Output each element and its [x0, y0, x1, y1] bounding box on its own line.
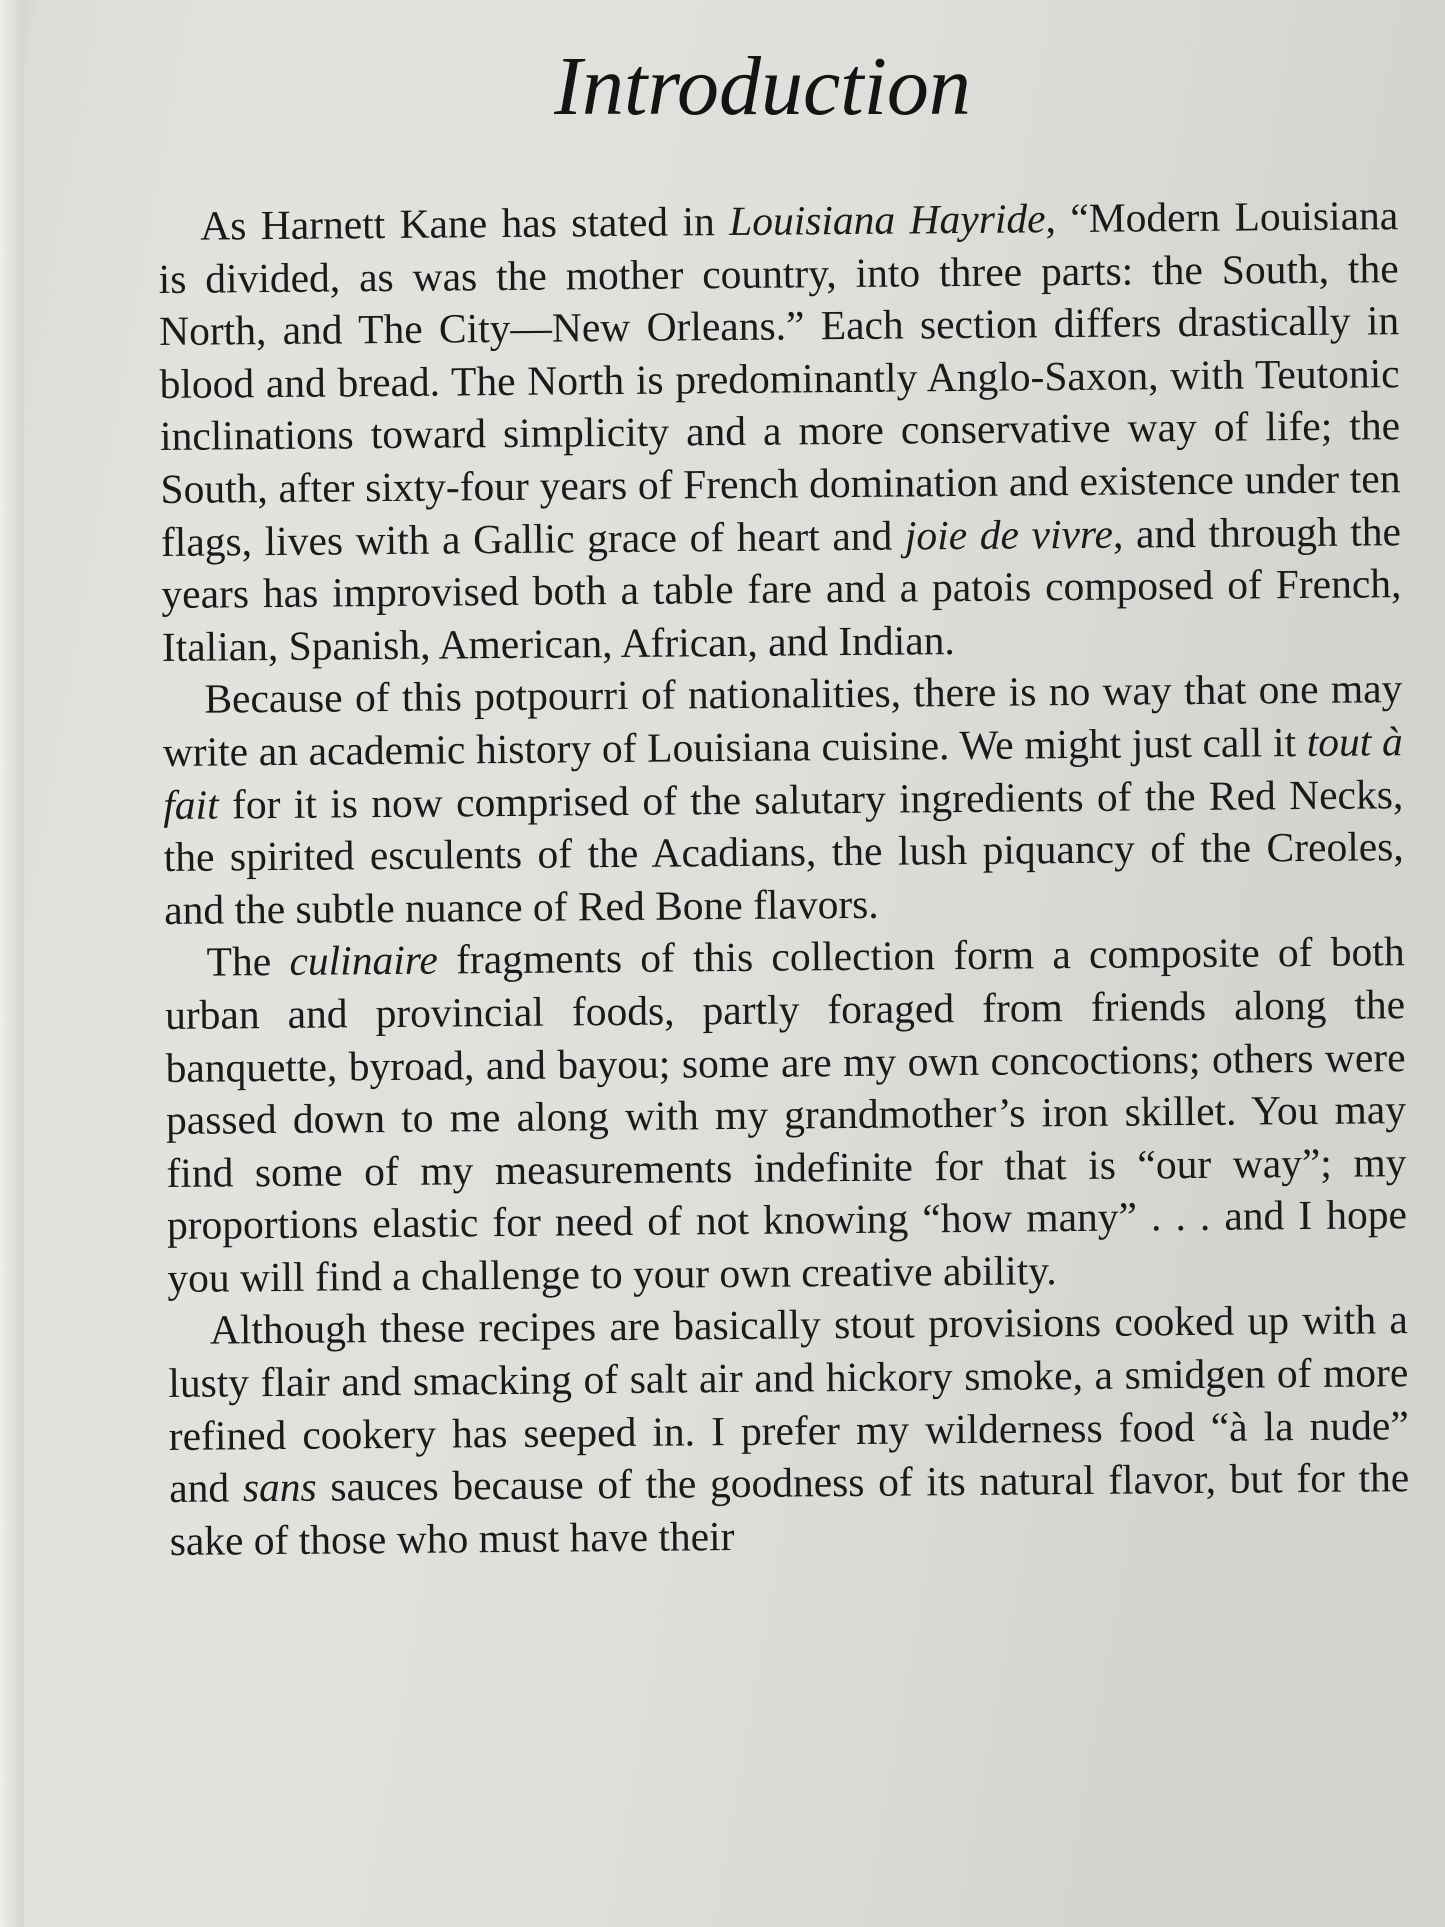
text-run: Although these recipes are basically stout provisions cooked up with a lusty flair and smacking of salt air and hickory smoke, a smidgen of more refined cookery has seeped in. I prefer my wilderness food “à la nude” and: [168, 1296, 1409, 1512]
paragraph: [158, 189, 1402, 673]
paragraph: [168, 1294, 1410, 1568]
text-run: for it is now comprised of the salutary ingredients of the Red Necks, the spirited esculents of the Acadians, the lush piquancy of the Creoles, and the subtle nuance of Red Bone flavors.: [163, 770, 1404, 933]
text-run: As Harnett Kane has stated in: [200, 198, 730, 249]
text-run: , “Modern Louisiana is divided, as was the mother country, into three parts: the South, the North, and The City—New Orleans.” Each section differs drastically in blood and bread. The North is predominantly Anglo-Saxon, with Teutonic inclinations toward simplicity and a more conservative way of life; the South, after sixty-four years of French domination and existence under ten flags, lives with a Gallic grace of heart and: [158, 192, 1401, 565]
text-run: The: [206, 938, 290, 985]
text-run: sauces because of the goodness of its natural flavor, but for the sake of those who must have their: [169, 1454, 1410, 1564]
foreign-phrase-italic: joie de vivre: [904, 510, 1114, 559]
paragraph: [162, 663, 1404, 937]
body-text: [158, 189, 1410, 1567]
text-run: , and through the years has improvised both a table fare and a patois composed of French, Italian, Spanish, American, African, and Indian.: [161, 507, 1402, 670]
paragraph: [164, 925, 1407, 1304]
text-run: fragments of this collection form a composite of both urban and provincial foods, partly foraged from friends along the banquette, byroad, and bayou; some are my own concoctions; others were passed down to me along with my grandmother’s iron skillet. You may find some of my measurements indefinite for that is “our way”; my proportions elastic for need of not knowing “how many” . . . and I hope you will find a challenge to your own creative ability.: [164, 928, 1408, 1301]
foreign-phrase-italic: tout à fait: [163, 718, 1403, 828]
page-gutter: [0, 0, 24, 1927]
page-title: Introduction: [554, 40, 971, 133]
foreign-phrase-italic: sans: [242, 1463, 317, 1511]
foreign-phrase-italic: culinaire: [289, 936, 438, 985]
text-run: Because of this potpourri of nationalities, there is no way that one may write an academic history of Louisiana cuisine. We might just call it: [162, 665, 1403, 775]
book-title-italic: Louisiana Hayride: [728, 195, 1046, 245]
